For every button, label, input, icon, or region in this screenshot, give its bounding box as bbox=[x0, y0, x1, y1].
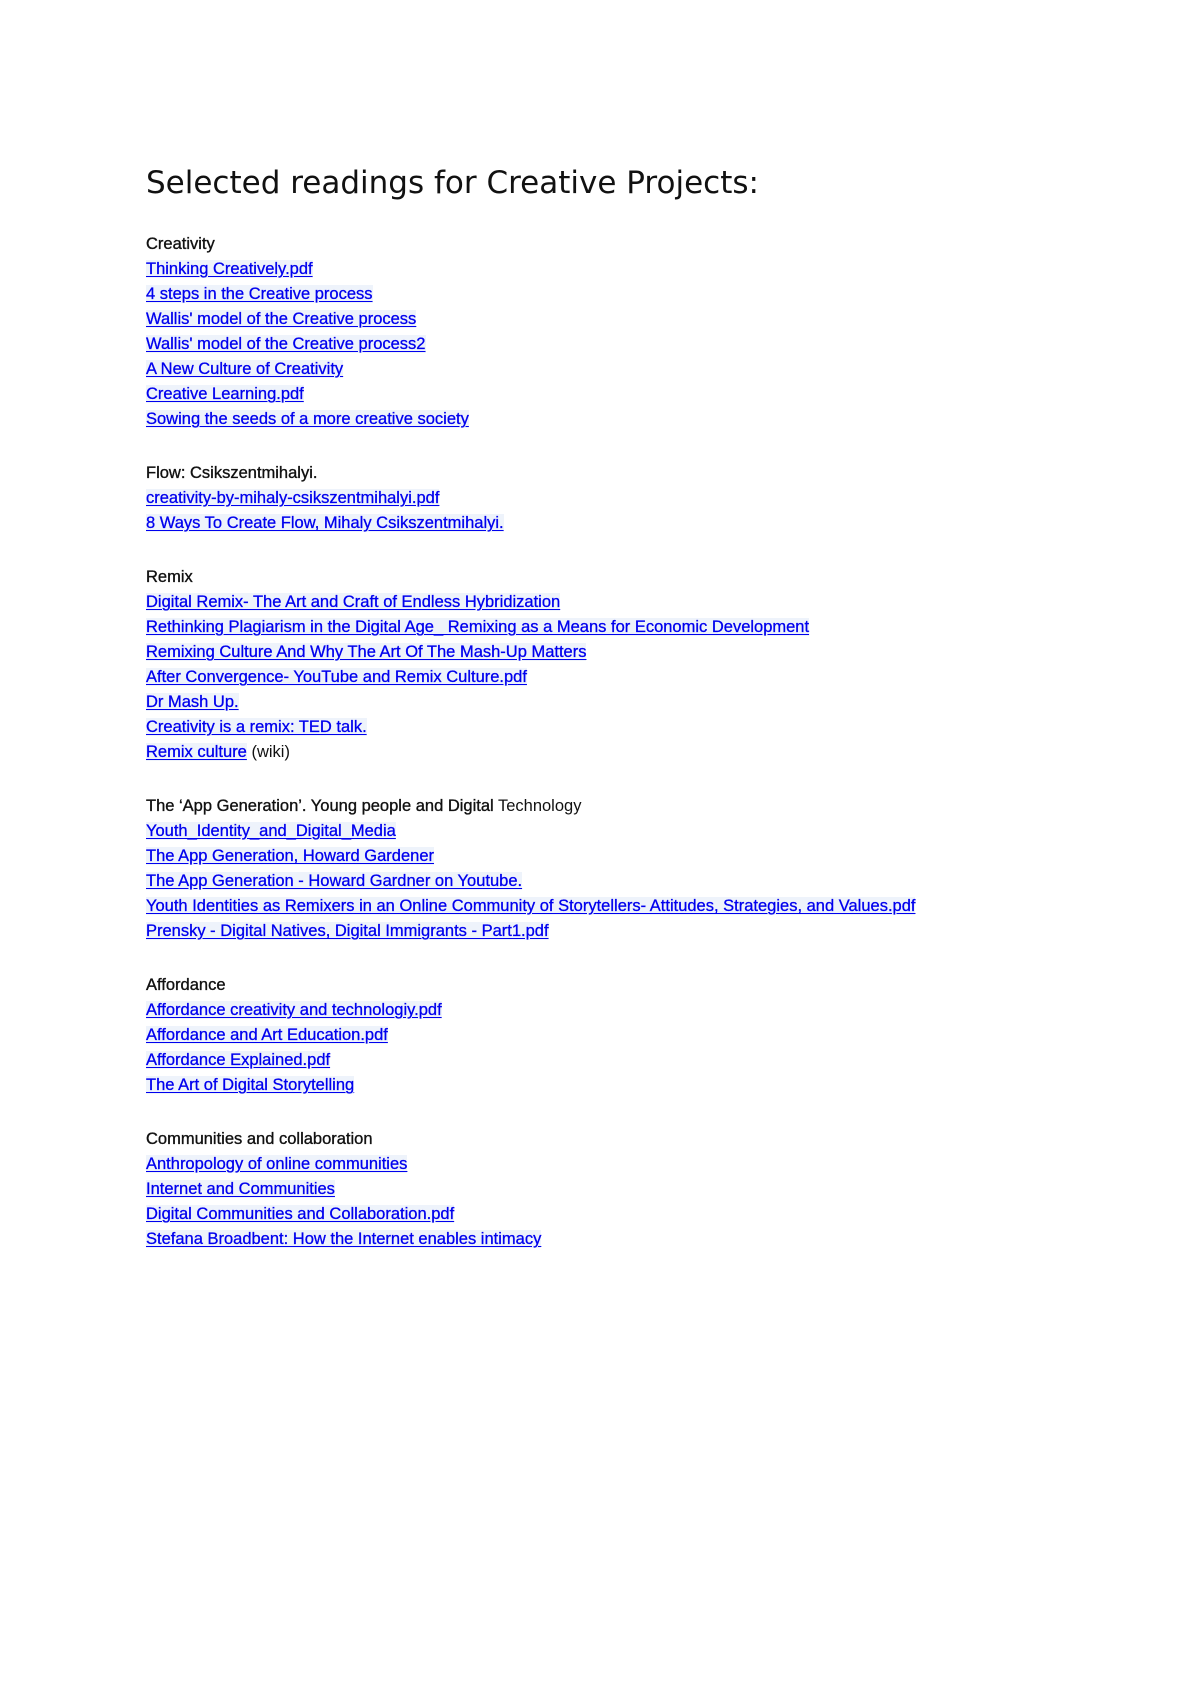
reading-link[interactable]: Dr Mash Up. bbox=[146, 693, 239, 712]
link-note: (wiki) bbox=[246, 743, 290, 762]
list-item bbox=[146, 590, 1146, 615]
list-item bbox=[146, 894, 1146, 919]
reading-link[interactable]: Affordance and Art Education.pdf bbox=[146, 1026, 388, 1045]
reading-link[interactable]: Wallis' model of the Creative process2 bbox=[146, 335, 426, 354]
section-heading bbox=[146, 1127, 1146, 1152]
list-item bbox=[146, 1152, 1146, 1177]
section-heading bbox=[146, 973, 1146, 998]
reading-link[interactable]: Remixing Culture And Why The Art Of The Mash-Up Matters bbox=[146, 643, 587, 662]
reading-list bbox=[146, 819, 1146, 944]
section-heading-text: Flow: Csikszentmihalyi. bbox=[146, 464, 318, 483]
list-item bbox=[146, 869, 1146, 894]
list-item bbox=[146, 1202, 1146, 1227]
reading-sections bbox=[146, 232, 1146, 1252]
reading-link[interactable]: Creativity is a remix: TED talk. bbox=[146, 718, 367, 737]
reading-link[interactable]: A New Culture of Creativity bbox=[146, 360, 344, 379]
reading-link[interactable]: The App Generation, Howard Gardener bbox=[146, 847, 435, 866]
list-item bbox=[146, 715, 1146, 740]
list-item bbox=[146, 357, 1146, 382]
list-item bbox=[146, 257, 1146, 282]
section-heading-text: Remix bbox=[146, 568, 193, 587]
reading-link[interactable]: Affordance Explained.pdf bbox=[146, 1051, 331, 1070]
reading-link[interactable]: Creative Learning.pdf bbox=[146, 385, 304, 404]
reading-list bbox=[146, 1152, 1146, 1252]
list-item bbox=[146, 332, 1146, 357]
reading-section bbox=[146, 973, 1146, 1098]
reading-section bbox=[146, 232, 1146, 432]
reading-link[interactable]: Wallis' model of the Creative process bbox=[146, 310, 417, 329]
reading-link[interactable]: 8 Ways To Create Flow, Mihaly Csikszentmihalyi. bbox=[146, 514, 504, 533]
reading-link[interactable]: 4 steps in the Creative process bbox=[146, 285, 373, 304]
reading-list bbox=[146, 998, 1146, 1098]
reading-link[interactable]: Digital Communities and Collaboration.pdf bbox=[146, 1205, 455, 1224]
reading-section bbox=[146, 461, 1146, 536]
reading-section bbox=[146, 1127, 1146, 1252]
list-item bbox=[146, 382, 1146, 407]
reading-link[interactable]: Affordance creativity and technologiy.pdf bbox=[146, 1001, 442, 1020]
list-item bbox=[146, 819, 1146, 844]
list-item bbox=[146, 1023, 1146, 1048]
reading-link[interactable]: Sowing the seeds of a more creative society bbox=[146, 410, 469, 429]
list-item bbox=[146, 740, 1146, 765]
list-item bbox=[146, 511, 1146, 536]
reading-section bbox=[146, 565, 1146, 765]
list-item bbox=[146, 690, 1146, 715]
list-item bbox=[146, 919, 1146, 944]
list-item bbox=[146, 486, 1146, 511]
list-item bbox=[146, 1227, 1146, 1252]
section-heading bbox=[146, 232, 1146, 257]
reading-link[interactable]: Youth Identities as Remixers in an Online Community of Storytellers- Attitudes, Strategies, and Values.pdf bbox=[146, 897, 916, 916]
list-item bbox=[146, 665, 1146, 690]
list-item bbox=[146, 615, 1146, 640]
reading-list bbox=[146, 486, 1146, 536]
reading-link[interactable]: Anthropology of online communities bbox=[146, 1155, 408, 1174]
reading-link[interactable]: Stefana Broadbent: How the Internet enables intimacy bbox=[146, 1230, 542, 1249]
reading-link[interactable]: Remix culture bbox=[146, 743, 247, 762]
reading-link[interactable]: Rethinking Plagiarism in the Digital Age_ Remixing as a Means for Economic Development bbox=[146, 618, 810, 637]
reading-link[interactable]: Prensky - Digital Natives, Digital Immigrants - Part1.pdf bbox=[146, 922, 549, 941]
reading-section bbox=[146, 794, 1146, 944]
reading-link[interactable]: creativity-by-mihaly-csikszentmihalyi.pdf bbox=[146, 489, 440, 508]
list-item bbox=[146, 1048, 1146, 1073]
section-heading-text: Communities and collaboration bbox=[146, 1130, 373, 1149]
list-item bbox=[146, 407, 1146, 432]
section-heading bbox=[146, 565, 1146, 590]
reading-link[interactable]: The App Generation - Howard Gardner on Youtube. bbox=[146, 872, 523, 891]
list-item bbox=[146, 282, 1146, 307]
reading-link[interactable]: Youth_Identity_and_Digital_Media bbox=[146, 822, 396, 841]
list-item bbox=[146, 1073, 1146, 1098]
list-item bbox=[146, 640, 1146, 665]
reading-link[interactable]: After Convergence- YouTube and Remix Culture.pdf bbox=[146, 668, 527, 687]
reading-list bbox=[146, 257, 1146, 432]
reading-list bbox=[146, 590, 1146, 765]
document-page bbox=[146, 165, 1146, 1281]
section-heading-suffix: Technology bbox=[493, 797, 582, 816]
list-item bbox=[146, 307, 1146, 332]
reading-link[interactable]: Digital Remix- The Art and Craft of Endless Hybridization bbox=[146, 593, 561, 612]
section-heading bbox=[146, 461, 1146, 486]
reading-link[interactable]: The Art of Digital Storytelling bbox=[146, 1076, 355, 1095]
reading-link[interactable]: Internet and Communities bbox=[146, 1180, 335, 1199]
section-heading-text: Affordance bbox=[146, 976, 226, 995]
list-item bbox=[146, 998, 1146, 1023]
list-item bbox=[146, 844, 1146, 869]
list-item bbox=[146, 1177, 1146, 1202]
section-heading bbox=[146, 794, 1146, 819]
section-heading-text: Creativity bbox=[146, 235, 215, 254]
page-title: Selected readings for Creative Projects: bbox=[146, 165, 759, 201]
reading-link[interactable]: Thinking Creatively.pdf bbox=[146, 260, 313, 279]
section-heading-text: The ‘App Generation’. Young people and Digital bbox=[146, 797, 494, 816]
